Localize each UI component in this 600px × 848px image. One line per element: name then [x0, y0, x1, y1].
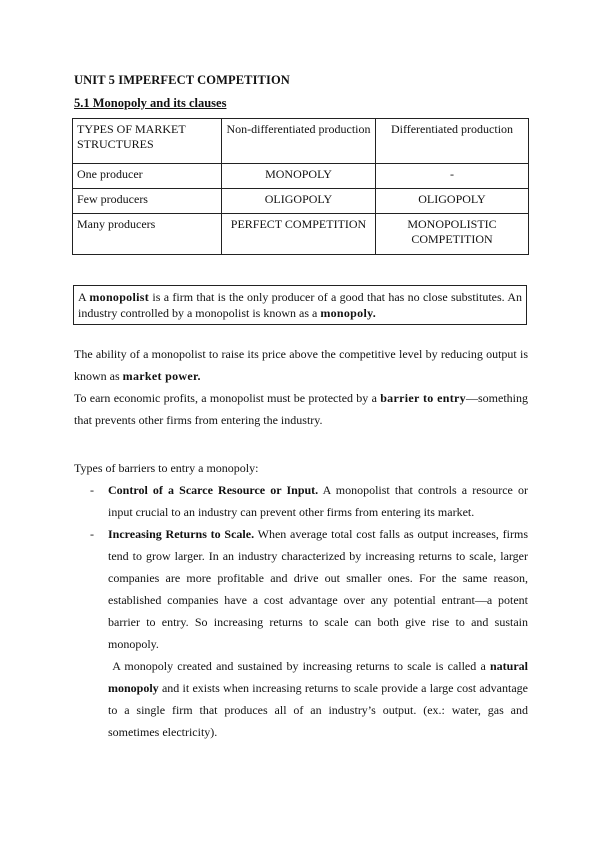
definition-text: A	[78, 290, 90, 304]
paragraph-text: A monopoly created and sustained by increasing returns to scale is called a	[112, 659, 490, 673]
paragraph-text: The ability of a monopolist to raise its price above the competitive level by reducing output is known as	[74, 347, 528, 383]
monopolist-definition-box	[73, 285, 527, 325]
table-row	[73, 164, 529, 189]
paragraph-text: and it exists when increasing returns to scale provide a large cost advantage to a single firm that produces all of an industry’s output. (ex.: water, gas and sometimes electricity).	[108, 681, 528, 739]
list-dash: -	[90, 483, 94, 497]
market-structures-table	[72, 118, 529, 255]
list-item	[90, 523, 528, 743]
barrier-paragraph	[74, 387, 528, 431]
table-cell: MONOPOLISTIC COMPETITION	[376, 214, 529, 255]
barriers-list	[90, 479, 528, 743]
list-item-heading: Increasing Returns to Scale.	[108, 527, 255, 541]
list-dash: -	[90, 527, 94, 541]
table-cell: MONOPOLY	[222, 164, 376, 189]
definition-text: is a firm that is the only producer of a good that has no close substitutes. An industry controlled by a monopolist is known as a	[78, 290, 522, 320]
paragraph-text: —something that prevents other firms from entering the industry.	[74, 391, 528, 427]
list-item-text: When average total cost falls as output increases, firms tend to grow larger. In an industry characterized by increasing returns to scale, larger companies are more profitable and drive out smaller ones. For the same reason, established companies have a cost advantage over any potential entrant—a potent barrier to entry. So increasing returns to scale can both give rise to and sustain monopoly.	[108, 527, 528, 651]
term-barrier-to-entry: barrier to entry	[380, 391, 466, 405]
term-monopolist: monopolist	[89, 290, 150, 304]
table-cell: One producer	[73, 164, 222, 189]
paragraph-text: To earn economic profits, a monopolist must be protected by a	[74, 391, 381, 405]
table-header-cell: Differentiated production	[376, 119, 529, 164]
types-intro: Types of barriers to entry a monopoly:	[74, 461, 259, 475]
table-cell: Few producers	[73, 189, 222, 214]
table-header-row	[73, 119, 529, 164]
section-title: 5.1 Monopoly and its clauses	[74, 96, 227, 110]
table-header-cell: TYPES OF MARKET STRUCTURES	[73, 119, 222, 164]
term-natural-monopoly: natural monopoly	[108, 659, 528, 695]
unit-title: UNIT 5 IMPERFECT COMPETITION	[74, 73, 290, 87]
table-row	[73, 189, 529, 214]
natural-monopoly-paragraph	[108, 655, 528, 743]
table-header-cell: Non-differentiated production	[222, 119, 376, 164]
table-cell: PERFECT COMPETITION	[222, 214, 376, 255]
list-item-heading: Control of a Scarce Resource or Input.	[108, 483, 319, 497]
list-item	[90, 479, 528, 523]
table-cell: -	[376, 164, 529, 189]
term-monopoly: monopoly.	[320, 306, 377, 320]
table-cell: OLIGOPOLY	[222, 189, 376, 214]
market-power-paragraph	[74, 343, 528, 387]
term-market-power: market power.	[122, 369, 201, 383]
list-item-text: A monopolist that controls a resource or input crucial to an industry can prevent other firms from entering its market.	[108, 483, 528, 519]
table-row	[73, 214, 529, 255]
table-cell: Many producers	[73, 214, 222, 255]
table-cell: OLIGOPOLY	[376, 189, 529, 214]
